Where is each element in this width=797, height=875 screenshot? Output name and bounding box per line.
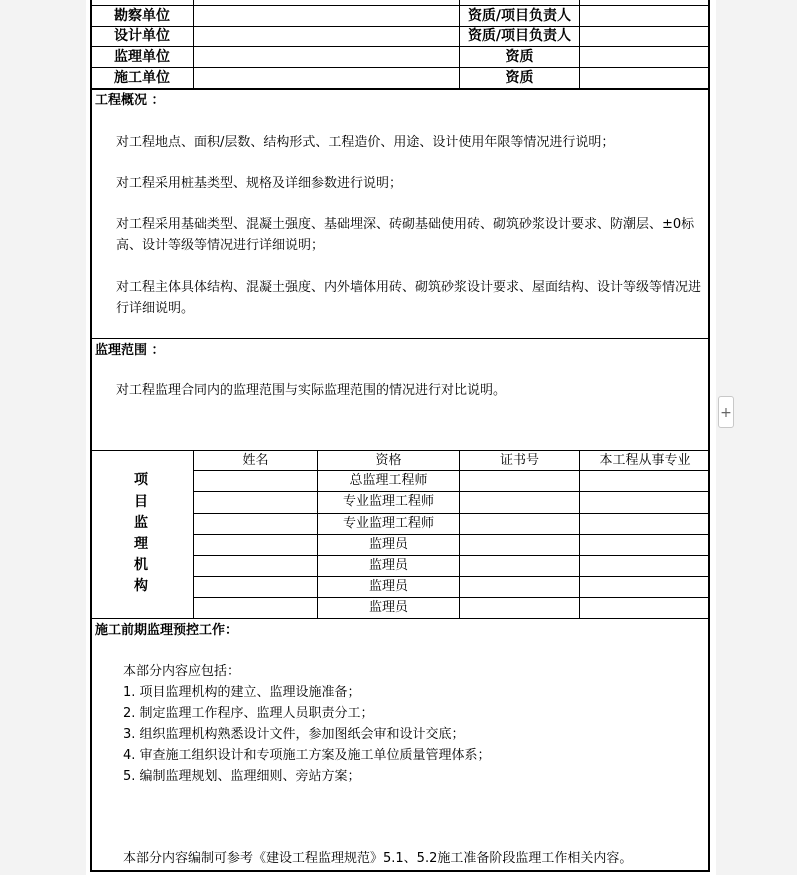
org-side-label-1: 项 [134, 472, 148, 488]
preconstruction-item-3: 3. 组织监理机构熟悉设计文件，参加图纸会审和设计交底； [123, 727, 465, 742]
units-right-supervision: 资质 [505, 49, 534, 65]
units-label-survey: 勘察单位 [114, 8, 170, 24]
org-qualification-3: 专业监理工程师 [342, 516, 434, 531]
add-row-button[interactable]: + [718, 396, 734, 428]
org-qualification-2: 专业监理工程师 [342, 494, 434, 509]
preconstruction-item-2: 2. 制定监理工作程序、监理人员职责分工； [123, 706, 374, 721]
preconstruction-item-5: 5. 编制监理规划、监理细则、旁站方案； [123, 769, 361, 784]
org-side-label-2: 目 [134, 494, 148, 510]
preconstruction-title: 施工前期监理预控工作： [95, 623, 239, 638]
units-label-supervision: 监理单位 [114, 49, 170, 65]
units-label-design: 设计单位 [114, 28, 170, 44]
org-header-name: 姓名 [242, 453, 269, 468]
scope-paragraph: 对工程监理合同内的监理范围与实际监理范围的情况进行对比说明。 [116, 383, 507, 398]
org-qualification-7: 监理员 [368, 600, 408, 615]
overview-paragraph-4: 对工程主体具体结构、混凝土强度、内外墙体用砖、砌筑砂浆设计要求、屋面结构、设计等级等情况进行详细说明。 [116, 280, 702, 316]
org-qualification-1: 总监理工程师 [349, 473, 428, 488]
org-header-certificate: 证书号 [499, 453, 539, 468]
org-qualification-6: 监理员 [368, 579, 408, 594]
units-label-construction: 施工单位 [114, 70, 170, 86]
org-header-specialty: 本工程从事专业 [599, 453, 691, 468]
org-side-label-5: 机 [134, 557, 148, 573]
overview-title: 工程概况 ： [95, 93, 165, 108]
preconstruction-item-1: 1. 项目监理机构的建立、监理设施准备； [123, 685, 361, 700]
org-qualification-4: 监理员 [368, 537, 408, 552]
org-side-label-6: 构 [134, 578, 148, 594]
preconstruction-item-4: 4. 审查施工组织设计和专项施工方案及施工单位质量管理体系； [123, 748, 491, 763]
org-side-label-3: 监 [134, 515, 148, 531]
units-right-construction: 资质 [505, 70, 534, 86]
overview-paragraph-2: 对工程采用桩基类型、规格及详细参数进行说明； [116, 176, 403, 191]
overview-paragraph-1: 对工程地点、面积/层数、结构形式、工程造价、用途、设计使用年限等情况进行说明； [116, 135, 615, 150]
org-qualification-5: 监理员 [368, 558, 408, 573]
org-side-label-4: 理 [134, 536, 148, 552]
preconstruction-footer: 本部分内容编制可参考《建设工程监理规范》5.1、5.2施工准备阶段监理工作相关内容。 [123, 851, 633, 866]
scope-title: 监理范围 ： [95, 343, 165, 358]
overview-paragraph-3: 对工程采用基础类型、混凝土强度、基础埋深、砖砌基础使用砖、砌筑砂浆设计要求、防潮层、±0标高、设计等级等情况进行详细说明； [116, 217, 695, 253]
org-header-qualification: 资格 [375, 453, 402, 468]
units-right-design: 资质/项目负责人 [467, 28, 572, 44]
units-right-survey: 资质/项目负责人 [467, 8, 572, 24]
preconstruction-intro: 本部分内容应包括： [123, 664, 241, 679]
